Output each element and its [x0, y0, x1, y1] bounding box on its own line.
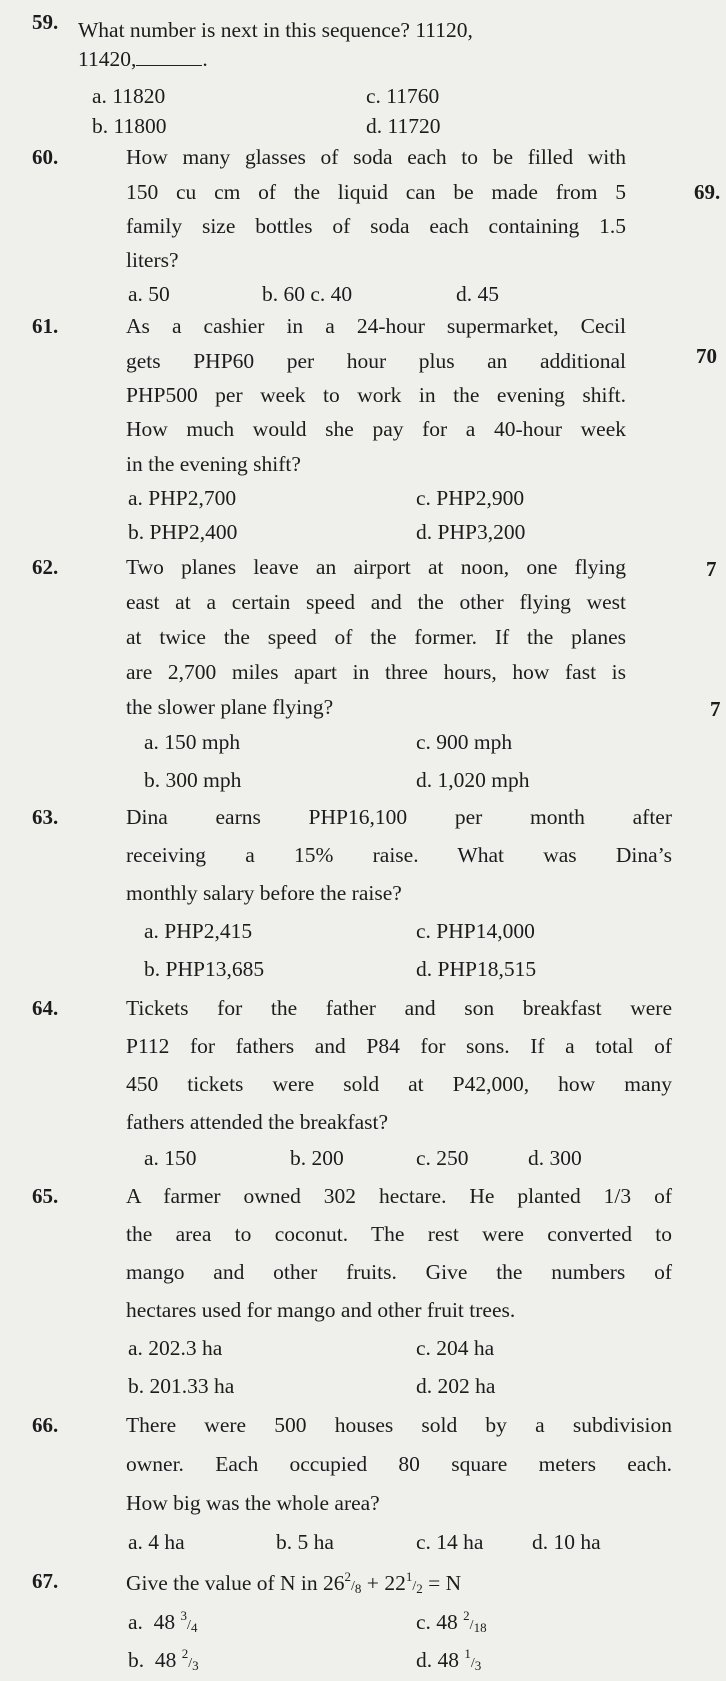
question-66-text-line2: owner. Each occupied 80 square meters each. [126, 1452, 672, 1476]
question-59-option-a: a. 11820 [92, 84, 166, 108]
question-63-option-b: b. PHP13,685 [144, 957, 265, 981]
question-63-number: 63. [32, 805, 59, 829]
fraction-denominator: 3 [192, 1658, 199, 1673]
question-62-text-line1: Two planes leave an airport at noon, one flying [126, 555, 626, 579]
fraction-slash: / [470, 1656, 475, 1671]
question-67-stem: Give the value of N in [126, 1571, 318, 1595]
question-62-option-b: b. 300 mph [144, 768, 242, 792]
question-62-number: 62. [32, 555, 59, 579]
question-63-text-line2: receiving a 15% raise. What was Dina’s [126, 843, 672, 867]
fraction-numerator: 1 [405, 1569, 413, 1584]
question-64-option-b: b. 200 [290, 1146, 344, 1170]
question-61-option-b: b. PHP2,400 [128, 520, 238, 544]
question-60-text-line2: 150 cu cm of the liquid can be made from 5 [126, 180, 626, 204]
question-64-text-line1: Tickets for the father and son breakfast were [126, 996, 672, 1020]
question-67-option-c [416, 1608, 487, 1636]
mixed-number-whole: 48 [436, 1610, 458, 1634]
option-label: c. [416, 1610, 431, 1634]
question-60-option-b-c: b. 60 c. 40 [262, 282, 353, 306]
question-66-text-line1: There were 500 houses sold by a subdivision [126, 1413, 672, 1437]
margin-question-number: 7 [706, 557, 717, 581]
question-61-number: 61. [32, 314, 59, 338]
plus-sign: + [361, 1571, 385, 1595]
question-64-option-a: a. 150 [144, 1146, 197, 1170]
question-65-text-line4: hectares used for mango and other fruit trees. [126, 1298, 516, 1322]
mixed-number-whole: 48 [153, 1610, 176, 1634]
question-66-number: 66. [32, 1413, 59, 1437]
fraction-denominator: 2 [416, 1581, 423, 1596]
fraction-denominator: 18 [473, 1620, 487, 1635]
question-64-option-d: d. 300 [528, 1146, 582, 1170]
fraction-numerator: 2 [344, 1569, 352, 1584]
option-label: a. [128, 1610, 143, 1634]
fraction-slash: / [351, 1579, 355, 1594]
mixed-number-whole: 48 [437, 1648, 459, 1672]
question-61-option-d: d. PHP3,200 [416, 520, 526, 544]
question-60-number: 60. [32, 145, 59, 169]
question-65-text-line2: the area to coconut. The rest were converted to [126, 1222, 672, 1246]
question-66-option-c: c. 14 ha [416, 1530, 484, 1554]
question-61-text-line1: As a cashier in a 24-hour supermarket, Cecil [126, 314, 626, 338]
question-65-option-b: b. 201.33 ha [128, 1374, 235, 1398]
question-59-period: . [202, 47, 208, 71]
question-67-expression [323, 1571, 461, 1595]
fraction-slash: / [188, 1656, 193, 1671]
question-64-number: 64. [32, 996, 59, 1020]
question-63-text-line3: monthly salary before the raise? [126, 881, 402, 905]
question-67-option-a [128, 1608, 197, 1636]
question-61-text-line2: gets PHP60 per hour plus an additional [126, 349, 626, 373]
question-61-text-line5: in the evening shift? [126, 452, 301, 476]
question-61-option-c: c. PHP2,900 [416, 486, 525, 510]
question-59-option-d: d. 11720 [366, 114, 441, 138]
question-65-option-a: a. 202.3 ha [128, 1336, 223, 1360]
question-60-option-d: d. 45 [456, 282, 499, 306]
question-67-option-b [128, 1646, 199, 1674]
question-67-text [126, 1569, 461, 1597]
margin-question-number: 7 [710, 697, 721, 721]
question-65-option-d: d. 202 ha [416, 1374, 496, 1398]
option-label: d. [416, 1648, 433, 1672]
question-61-text-line3: PHP500 per week to work in the evening shift. [126, 383, 626, 407]
question-64-text-line4: fathers attended the breakfast? [126, 1110, 389, 1134]
answer-blank [136, 47, 202, 66]
question-60-text-line3: family size bottles of soda each containing 1.5 [126, 214, 626, 238]
question-59-text-line2 [78, 47, 208, 72]
question-60-option-a: a. 50 [128, 282, 170, 306]
question-64-option-c: c. 250 [416, 1146, 469, 1170]
fraction-numerator: 2 [181, 1646, 189, 1661]
fraction-slash: / [412, 1579, 417, 1594]
question-66-option-a: a. 4 ha [128, 1530, 185, 1554]
question-66-option-b: b. 5 ha [276, 1530, 334, 1554]
question-59-sequence-end: 11420, [78, 47, 137, 71]
question-63-option-a: a. PHP2,415 [144, 919, 253, 943]
question-62-text-line3: at twice the speed of the former. If the planes [126, 625, 626, 649]
equals-n: = N [422, 1571, 462, 1595]
question-62-text-line2: east at a certain speed and the other flying west [126, 590, 626, 614]
option-label: b. [128, 1648, 145, 1672]
question-67-option-d [416, 1646, 481, 1674]
question-60-text-line4: liters? [126, 248, 179, 272]
question-64-text-line3: 450 tickets were sold at P42,000, how many [126, 1072, 672, 1096]
fraction-numerator: 3 [180, 1608, 188, 1623]
question-63-option-c: c. PHP14,000 [416, 919, 535, 943]
margin-question-number: 70 [696, 344, 717, 368]
question-63-text-line1: Dina earns PHP16,100 per month after [126, 805, 672, 829]
fraction-denominator: 8 [354, 1581, 362, 1596]
question-65-number: 65. [32, 1184, 59, 1208]
question-66-text-line3: How big was the whole area? [126, 1491, 380, 1515]
question-67-number: 67. [32, 1569, 59, 1593]
question-63-option-d: d. PHP18,515 [416, 957, 537, 981]
question-59-number: 59. [32, 10, 59, 34]
fraction-slash: / [187, 1618, 191, 1633]
fraction-denominator: 3 [474, 1658, 482, 1673]
question-61-option-a: a. PHP2,700 [128, 486, 237, 510]
question-62-option-d: d. 1,020 mph [416, 768, 530, 792]
question-59-option-b: b. 11800 [92, 114, 167, 138]
question-62-option-c: c. 900 mph [416, 730, 513, 754]
fraction-numerator: 1 [464, 1646, 471, 1661]
question-62-text-line5: the slower plane flying? [126, 695, 334, 719]
mixed-number-whole: 48 [154, 1648, 177, 1672]
question-65-text-line3: mango and other fruits. Give the numbers of [126, 1260, 672, 1284]
mixed-number-whole: 22 [384, 1571, 406, 1595]
margin-question-number: 69. [694, 180, 721, 204]
question-60-text-line1: How many glasses of soda each to be filled with [126, 145, 626, 169]
fraction-slash: / [469, 1618, 474, 1633]
fraction-denominator: 4 [190, 1620, 198, 1635]
question-59-text-line1: What number is next in this sequence? 11120, [78, 18, 473, 42]
question-64-text-line2: P112 for fathers and P84 for sons. If a total of [126, 1034, 672, 1058]
mixed-number-whole: 26 [323, 1571, 345, 1595]
question-59-option-c: c. 11760 [366, 84, 440, 108]
question-62-text-line4: are 2,700 miles apart in three hours, how fast is [126, 660, 626, 684]
fraction-numerator: 2 [463, 1608, 470, 1623]
question-65-option-c: c. 204 ha [416, 1336, 495, 1360]
question-65-text-line1: A farmer owned 302 hectare. He planted 1/3 of [126, 1184, 672, 1208]
question-66-option-d: d. 10 ha [532, 1530, 601, 1554]
question-62-option-a: a. 150 mph [144, 730, 241, 754]
question-61-text-line4: How much would she pay for a 40-hour week [126, 417, 626, 441]
